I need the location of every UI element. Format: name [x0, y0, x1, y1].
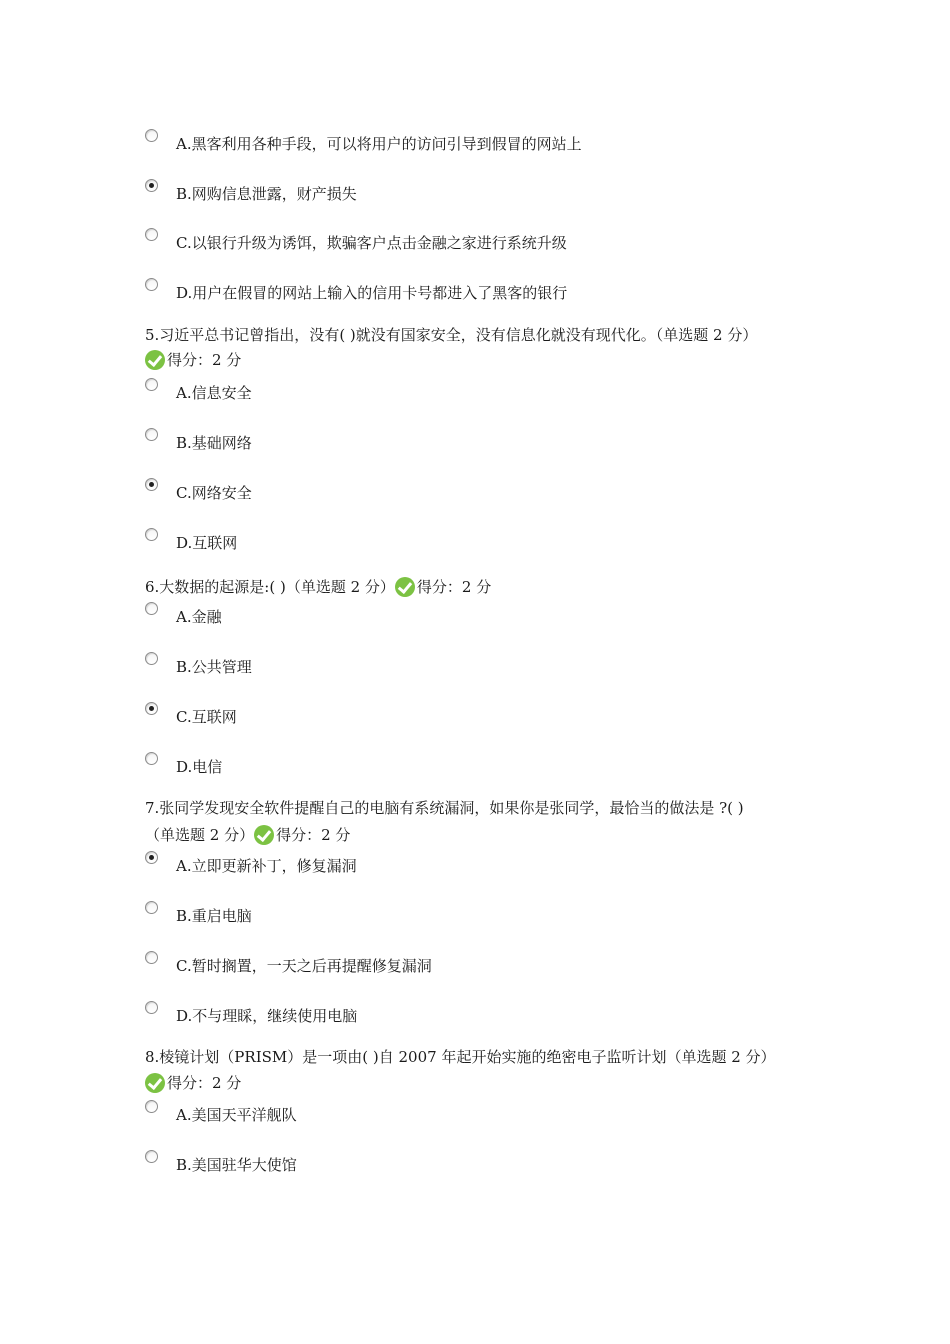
q7-option-c[interactable] — [145, 951, 845, 977]
q4-option-d[interactable] — [145, 278, 845, 304]
question-6-header — [145, 577, 491, 597]
option-label: A.信息安全 — [176, 384, 252, 402]
q4-option-c[interactable] — [145, 228, 845, 254]
q5-option-d[interactable] — [145, 528, 845, 554]
q6-option-d[interactable] — [145, 752, 845, 778]
q6-option-c[interactable] — [145, 702, 845, 728]
radio-button-selected[interactable] — [145, 851, 158, 864]
question-8-score — [145, 1073, 241, 1093]
radio-button-selected[interactable] — [145, 478, 158, 491]
option-label: D.互联网 — [176, 534, 238, 552]
option-label: D.不与理睬，继续使用电脑 — [176, 1007, 358, 1025]
score-text: 得分：2 分 — [167, 1074, 242, 1092]
radio-button[interactable] — [145, 652, 158, 665]
question-5-score — [145, 350, 241, 370]
score-text: 得分：2 分 — [167, 351, 242, 369]
option-label: C.网络安全 — [176, 484, 252, 502]
check-icon — [145, 350, 165, 370]
option-label: C.互联网 — [176, 708, 237, 726]
q7-option-a[interactable] — [145, 851, 845, 877]
radio-button[interactable] — [145, 278, 158, 291]
question-7-subheader — [145, 825, 350, 845]
radio-button[interactable] — [145, 228, 158, 241]
q7-option-d[interactable] — [145, 1001, 845, 1027]
radio-button[interactable] — [145, 1100, 158, 1113]
q6-option-a[interactable] — [145, 602, 845, 628]
option-label: D.电信 — [176, 758, 223, 776]
q7-option-b[interactable] — [145, 901, 845, 927]
score-text: 得分：2 分 — [416, 578, 492, 596]
option-label: B.美国驻华大使馆 — [176, 1156, 297, 1174]
q5-option-c[interactable] — [145, 478, 845, 504]
q4-option-b[interactable] — [145, 179, 845, 205]
q4-option-a[interactable] — [145, 129, 845, 155]
question-8-title: 8.棱镜计划（PRISM）是一项由( )自 2007 年起开始实施的绝密电子监听计划（单选题 2 分） — [145, 1048, 776, 1066]
option-label: B.重启电脑 — [176, 907, 252, 925]
radio-button[interactable] — [145, 951, 158, 964]
option-label: A.黑客利用各种手段，可以将用户的访问引导到假冒的网站上 — [176, 135, 582, 153]
radio-button[interactable] — [145, 528, 158, 541]
radio-button[interactable] — [145, 428, 158, 441]
option-label: A.美国天平洋舰队 — [176, 1106, 297, 1124]
question-6-title: 6.大数据的起源是:( )（单选题 2 分） — [145, 578, 395, 596]
option-label: A.金融 — [176, 608, 222, 626]
option-label: B.公共管理 — [176, 658, 252, 676]
q5-option-a[interactable] — [145, 378, 845, 404]
question-5-title: 5.习近平总书记曾指出，没有( )就没有国家安全，没有信息化就没有现代化。（单选题 2 分） — [145, 326, 758, 344]
check-icon — [145, 1073, 165, 1093]
score-text: 得分：2 分 — [276, 826, 351, 844]
option-label: B.基础网络 — [176, 434, 252, 452]
q5-option-b[interactable] — [145, 428, 845, 454]
radio-button[interactable] — [145, 378, 158, 391]
check-icon — [254, 825, 274, 845]
q6-option-b[interactable] — [145, 652, 845, 678]
option-label: C.暂时搁置，一天之后再提醒修复漏洞 — [176, 957, 432, 975]
q8-option-a[interactable] — [145, 1100, 845, 1126]
option-label: B.网购信息泄露，财产损失 — [176, 185, 357, 203]
question-7-title: 7.张同学发现安全软件提醒自己的电脑有系统漏洞，如果你是张同学，最恰当的做法是 ?( ) — [145, 799, 744, 817]
radio-button[interactable] — [145, 602, 158, 615]
radio-button[interactable] — [145, 752, 158, 765]
radio-button[interactable] — [145, 129, 158, 142]
radio-button[interactable] — [145, 901, 158, 914]
option-label: A.立即更新补丁，修复漏洞 — [176, 857, 357, 875]
option-label: D.用户在假冒的网站上输入的信用卡号都进入了黑客的银行 — [176, 284, 568, 302]
question-7-type: （单选题 2 分） — [145, 826, 255, 844]
radio-button-selected[interactable] — [145, 179, 158, 192]
radio-button[interactable] — [145, 1001, 158, 1014]
option-label: C.以银行升级为诱饵，欺骗客户点击金融之家进行系统升级 — [176, 234, 567, 252]
radio-button-selected[interactable] — [145, 702, 158, 715]
radio-button[interactable] — [145, 1150, 158, 1163]
q8-option-b[interactable] — [145, 1150, 845, 1176]
check-icon — [395, 577, 415, 597]
